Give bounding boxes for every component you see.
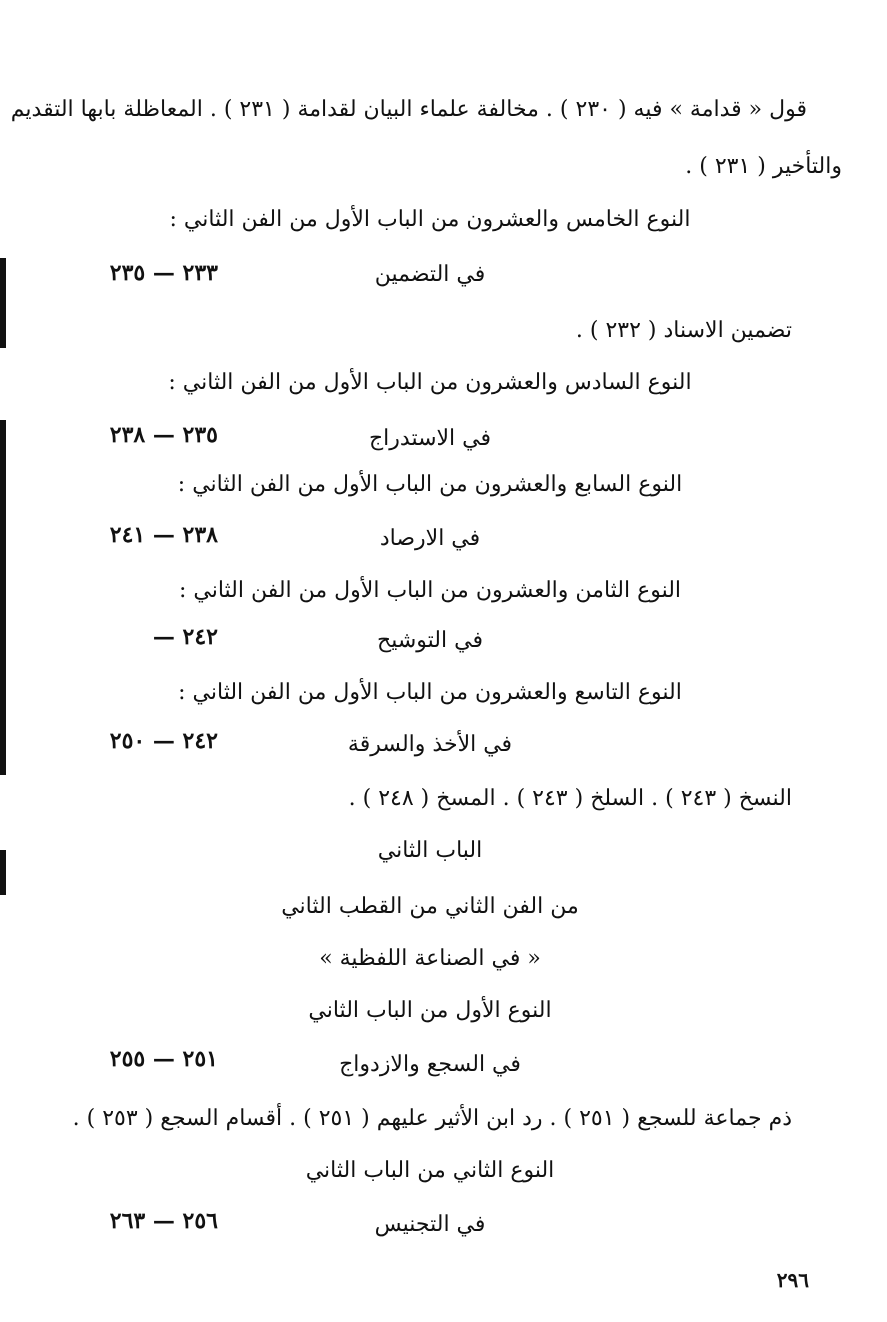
index-entry-text: قول « قدامة » فيه ( ٢٣٠ ) . مخالفة علماء البيان لقدامة ( ٢٣١ ) . المعاظلة بابها التقديم	[10, 97, 807, 122]
section-heading: النوع السادس والعشرون من الباب الأول من الفن الثاني :	[168, 370, 692, 395]
scan-edge-mark	[0, 420, 6, 775]
section-subject: في الارصاد	[379, 526, 481, 551]
section-subject: في الاستدراج	[368, 426, 492, 451]
section-subject: في التضمين	[374, 262, 486, 287]
scan-edge-mark	[0, 850, 6, 895]
page-range: ٢٣٨ — ٢٤١	[109, 522, 218, 548]
index-entry-text: تضمين الاسناد ( ٢٣٢ ) .	[575, 318, 792, 343]
page-range: ٢٣٣ — ٢٣٥	[109, 260, 218, 286]
section-heading: النوع الثاني من الباب الثاني	[305, 1158, 555, 1183]
page-range: ٢٤٢ —	[152, 624, 218, 650]
chapter-heading: من الفن الثاني من القطب الثاني	[281, 894, 579, 919]
page-range: ٢٥٦ — ٢٦٣	[109, 1208, 218, 1234]
chapter-heading: الباب الثاني	[377, 838, 483, 863]
scan-edge-mark	[0, 258, 6, 348]
page-range: ٢٣٥ — ٢٣٨	[109, 422, 218, 448]
page-range: ٢٥١ — ٢٥٥	[109, 1046, 218, 1072]
section-heading: النوع التاسع والعشرون من الباب الأول من الفن الثاني :	[178, 680, 682, 705]
section-heading: النوع السابع والعشرون من الباب الأول من الفن الثاني :	[177, 472, 683, 497]
index-entry-text: ذم جماعة للسجع ( ٢٥١ ) . رد ابن الأثير عليهم ( ٢٥١ ) . أقسام السجع ( ٢٥٣ ) .	[72, 1106, 792, 1131]
section-subject: في التوشيح	[377, 628, 483, 653]
section-subject: في السجع والازدواج	[339, 1052, 521, 1077]
section-heading: النوع الخامس والعشرون من الباب الأول من الفن الثاني :	[169, 207, 691, 232]
chapter-heading: « في الصناعة اللفظية »	[319, 946, 541, 971]
section-subject: في التجنيس	[374, 1212, 486, 1237]
page-number: ٢٩٦	[776, 1268, 809, 1292]
index-entry-text: والتأخير ( ٢٣١ ) .	[685, 154, 842, 179]
section-subject: في الأخذ والسرقة	[347, 732, 513, 757]
index-entry-text: النسخ ( ٢٤٣ ) . السلخ ( ٢٤٣ ) . المسخ ( ٢٤٨ ) .	[348, 786, 792, 811]
section-heading: النوع الأول من الباب الثاني	[308, 998, 552, 1023]
section-heading: النوع الثامن والعشرون من الباب الأول من الفن الثاني :	[178, 578, 682, 603]
page-range: ٢٤٢ — ٢٥٠	[109, 728, 218, 754]
